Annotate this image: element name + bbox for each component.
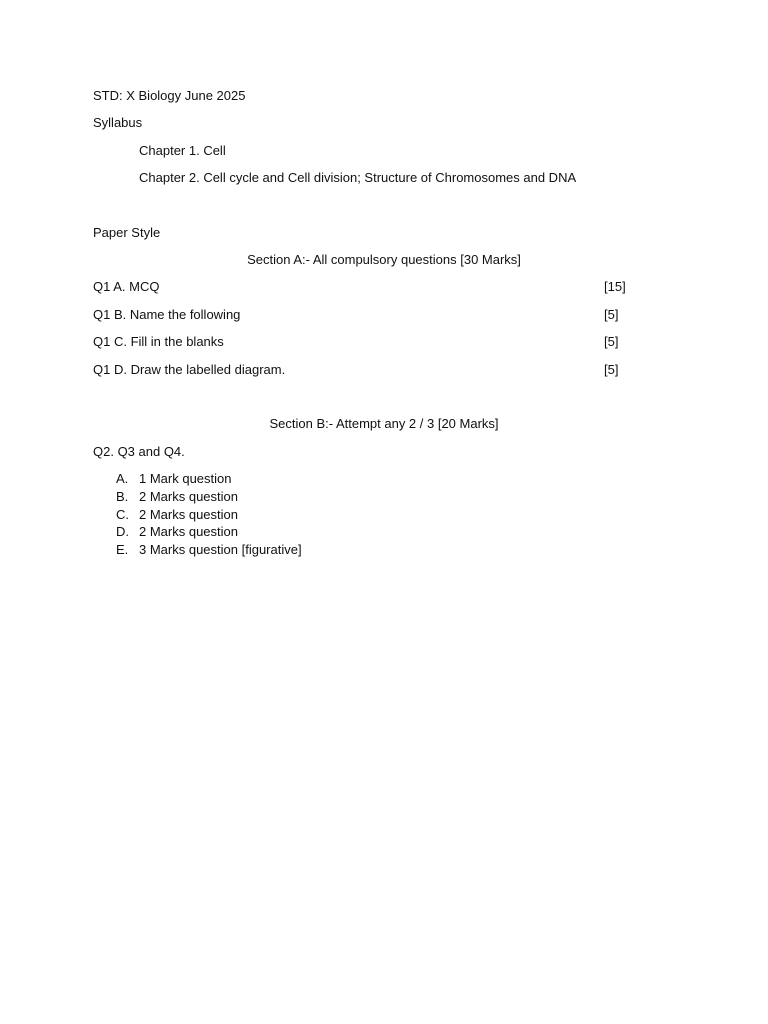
section-b-title: Section B:- Attempt any 2 / 3 [20 Marks] <box>269 416 499 431</box>
question-marks: [5] <box>604 362 619 377</box>
syllabus-chapter-2: Chapter 2. Cell cycle and Cell division; Structure of Chromosomes and DNA <box>139 170 577 185</box>
document-title: STD: X Biology June 2025 <box>93 88 246 103</box>
question-marks: [5] <box>604 334 619 349</box>
syllabus-chapter-1: Chapter 1. Cell <box>139 143 226 158</box>
list-marker: C. <box>116 507 129 522</box>
list-item-text: 2 Marks question <box>139 489 238 504</box>
syllabus-heading: Syllabus <box>93 115 143 130</box>
question-marks: [15] <box>604 279 626 294</box>
question-marks: [5] <box>604 307 619 322</box>
list-item-text: 2 Marks question <box>139 507 238 522</box>
section-b-intro: Q2. Q3 and Q4. <box>93 444 185 459</box>
list-marker: B. <box>116 489 129 504</box>
section-a-title: Section A:- All compulsory questions [30 Marks] <box>247 252 521 267</box>
list-item-text: 1 Mark question <box>139 471 232 486</box>
question-text: Q1 A. MCQ <box>93 279 160 294</box>
list-item-text: 2 Marks question <box>139 524 238 539</box>
list-item-text: 3 Marks question [figurative] <box>139 542 302 557</box>
question-text: Q1 D. Draw the labelled diagram. <box>93 362 286 377</box>
list-marker: E. <box>116 542 129 557</box>
list-marker: A. <box>116 471 129 486</box>
question-text: Q1 C. Fill in the blanks <box>93 334 224 349</box>
paper-style-heading: Paper Style <box>93 225 161 240</box>
list-marker: D. <box>116 524 129 539</box>
question-text: Q1 B. Name the following <box>93 307 241 322</box>
